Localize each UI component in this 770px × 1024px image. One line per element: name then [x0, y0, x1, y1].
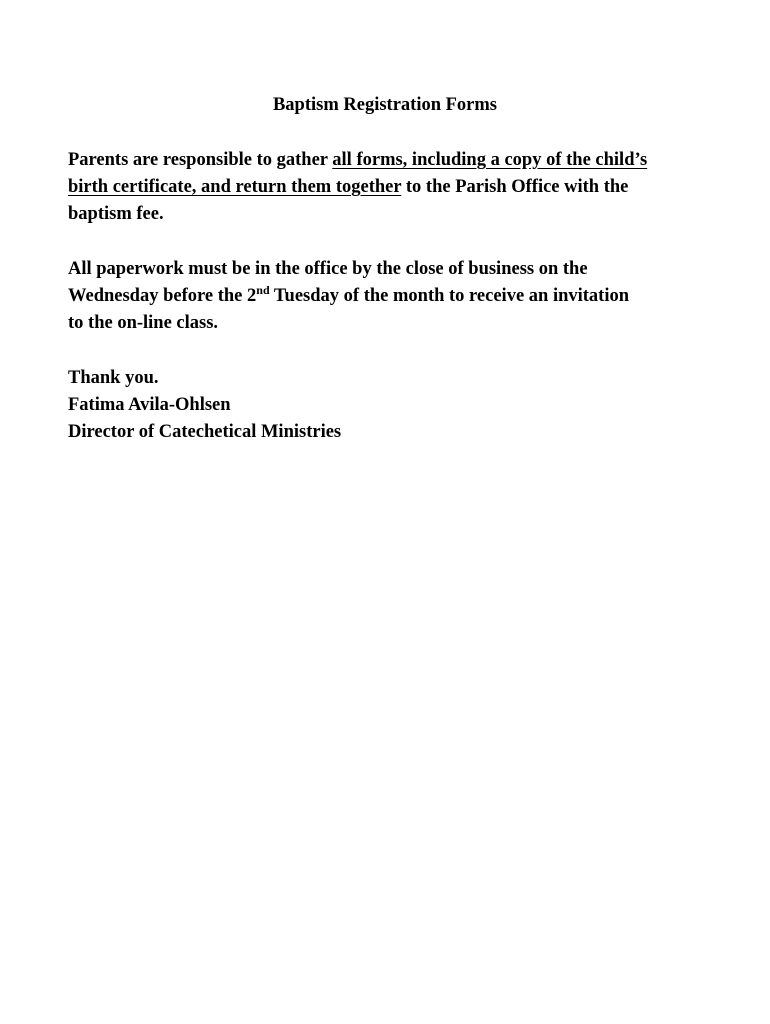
paragraph-line	[68, 174, 718, 201]
paragraph-line: All paperwork must be in the office by the close of business on the	[68, 259, 588, 279]
signer-name: Fatima Avila-Ohlsen	[68, 395, 231, 415]
closing-thanks: Thank you.	[68, 368, 159, 388]
text-run: Wednesday before the 2	[68, 286, 257, 306]
paragraph-line	[68, 147, 718, 174]
document-title: Baptism Registration Forms	[272, 95, 498, 115]
underlined-text: all forms, including a copy of the child’s	[332, 150, 648, 170]
paragraph-line: to the on-line class.	[68, 313, 219, 333]
text-run: Parents are responsible to gather	[68, 150, 333, 170]
ordinal-superscript: nd	[256, 283, 270, 297]
instructions-paragraph	[68, 147, 718, 228]
underlined-text: birth certificate, and return them together	[68, 177, 402, 197]
text-run: to the Parish Office with the	[401, 177, 629, 197]
deadline-paragraph	[68, 256, 718, 337]
paragraph-line	[68, 283, 718, 310]
signer-role: Director of Catechetical Ministries	[68, 422, 342, 442]
paragraph-line: baptism fee.	[68, 204, 164, 224]
signature-block	[68, 365, 718, 446]
text-run: Tuesday of the month to receive an invitation	[269, 286, 630, 306]
